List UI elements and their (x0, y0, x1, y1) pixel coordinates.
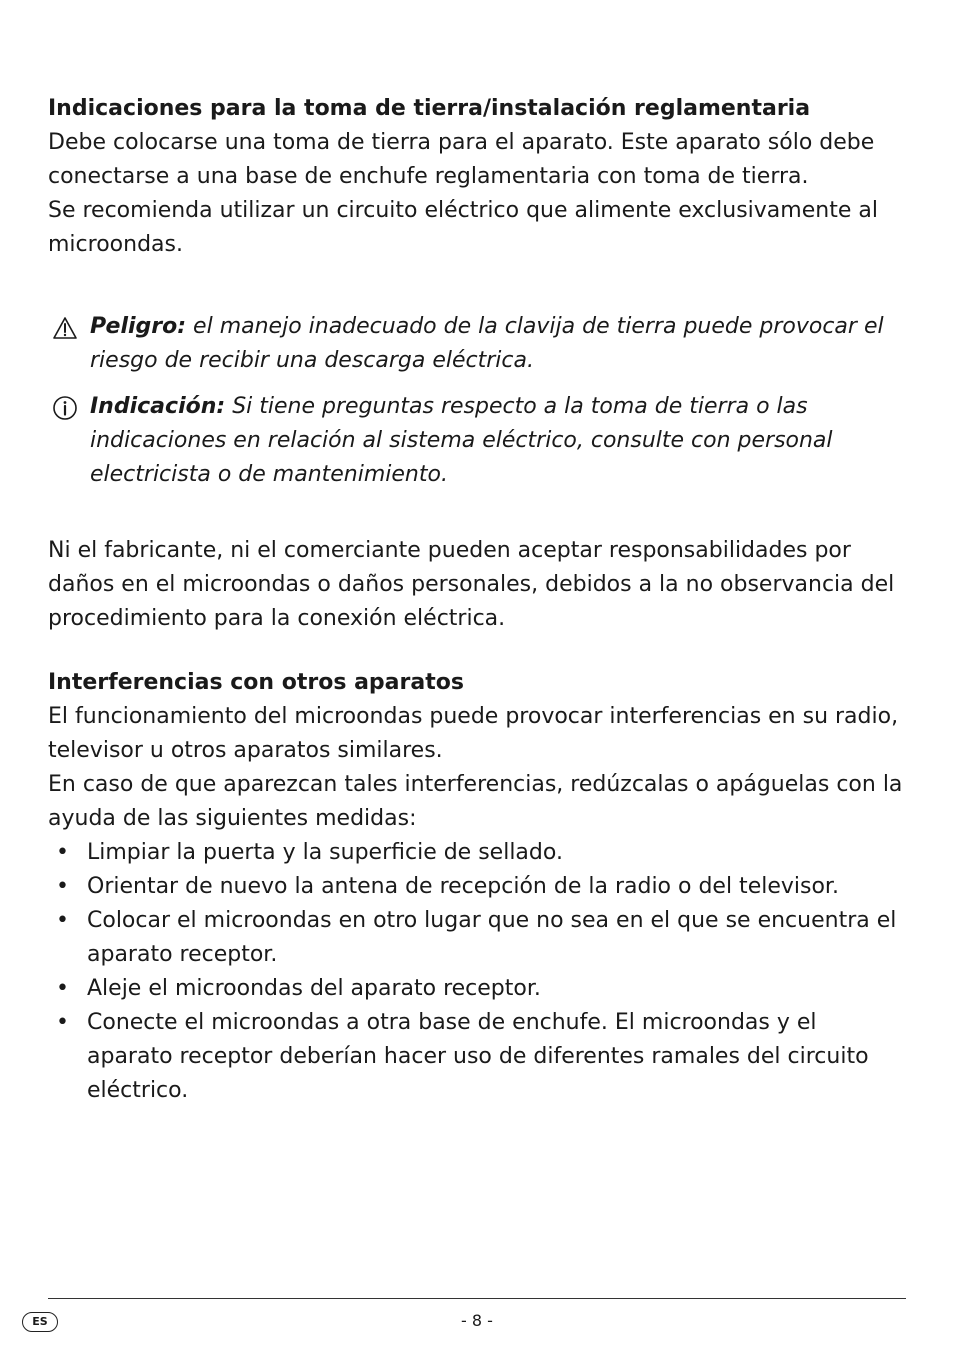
info-text: Si tiene preguntas respecto a la toma de tierra o las indicaciones en relación al sistema eléctrico, consulte con personal electricista o de mantenimiento. (90, 394, 833, 487)
list-item-text: Colocar el microondas en otro lugar que no sea en el que se encuentra el aparato receptor. (87, 908, 897, 967)
footer-divider (48, 1298, 906, 1299)
bullet-icon: • (56, 1010, 69, 1035)
page-number: - 8 - (461, 1311, 493, 1330)
list-item-text: Aleje el microondas del aparato receptor. (87, 976, 541, 1001)
document-page (48, 92, 908, 1108)
language-badge: ES (22, 1312, 58, 1332)
bullet-icon: • (56, 908, 69, 933)
interference-heading: Interferencias con otros aparatos (48, 670, 464, 695)
list-item (48, 870, 908, 904)
grounding-paragraph-1: Debe colocarse una toma de tierra para el aparato. Este aparato sólo debe conectarse a una base de enchufe reglamentaria con toma de tierra. (48, 130, 875, 189)
danger-label: Peligro: (90, 314, 187, 339)
info-notice (48, 390, 908, 492)
list-item-text: Conecte el microondas a otra base de enchufe. El microondas y el aparato receptor deberían hacer uso de diferentes ramales del circuito eléctrico. (87, 1010, 869, 1103)
interference-paragraph-2: En caso de que aparezcan tales interferencias, redúzcalas o apáguelas con la ayuda de las siguientes medidas: (48, 772, 903, 831)
measures-list (48, 836, 908, 1108)
bullet-icon: • (56, 976, 69, 1001)
bullet-icon: • (56, 840, 69, 865)
list-item (48, 836, 908, 870)
info-circle-icon (52, 395, 78, 421)
list-item (48, 972, 908, 1006)
grounding-heading: Indicaciones para la toma de tierra/instalación reglamentaria (48, 96, 811, 121)
list-item (48, 1006, 908, 1108)
bullet-icon: • (56, 874, 69, 899)
interference-paragraph-1: El funcionamiento del microondas puede provocar interferencias en su radio, televisor u otros aparatos similares. (48, 704, 899, 763)
warning-triangle-icon (52, 315, 78, 341)
liability-paragraph: Ni el fabricante, ni el comerciante pueden aceptar responsabilidades por daños en el microondas o daños personales, debidos a la no observancia del procedimiento para la conexión eléctrica. (48, 538, 895, 631)
danger-notice (48, 310, 908, 378)
danger-text: el manejo inadecuado de la clavija de tierra puede provocar el riesgo de recibir una descarga eléctrica. (90, 314, 884, 373)
info-label: Indicación: (90, 394, 226, 419)
grounding-paragraph-2: Se recomienda utilizar un circuito eléctrico que alimente exclusivamente al microondas. (48, 198, 878, 257)
list-item-text: Limpiar la puerta y la superficie de sellado. (87, 840, 563, 865)
list-item (48, 904, 908, 972)
list-item-text: Orientar de nuevo la antena de recepción de la radio o del televisor. (87, 874, 839, 899)
